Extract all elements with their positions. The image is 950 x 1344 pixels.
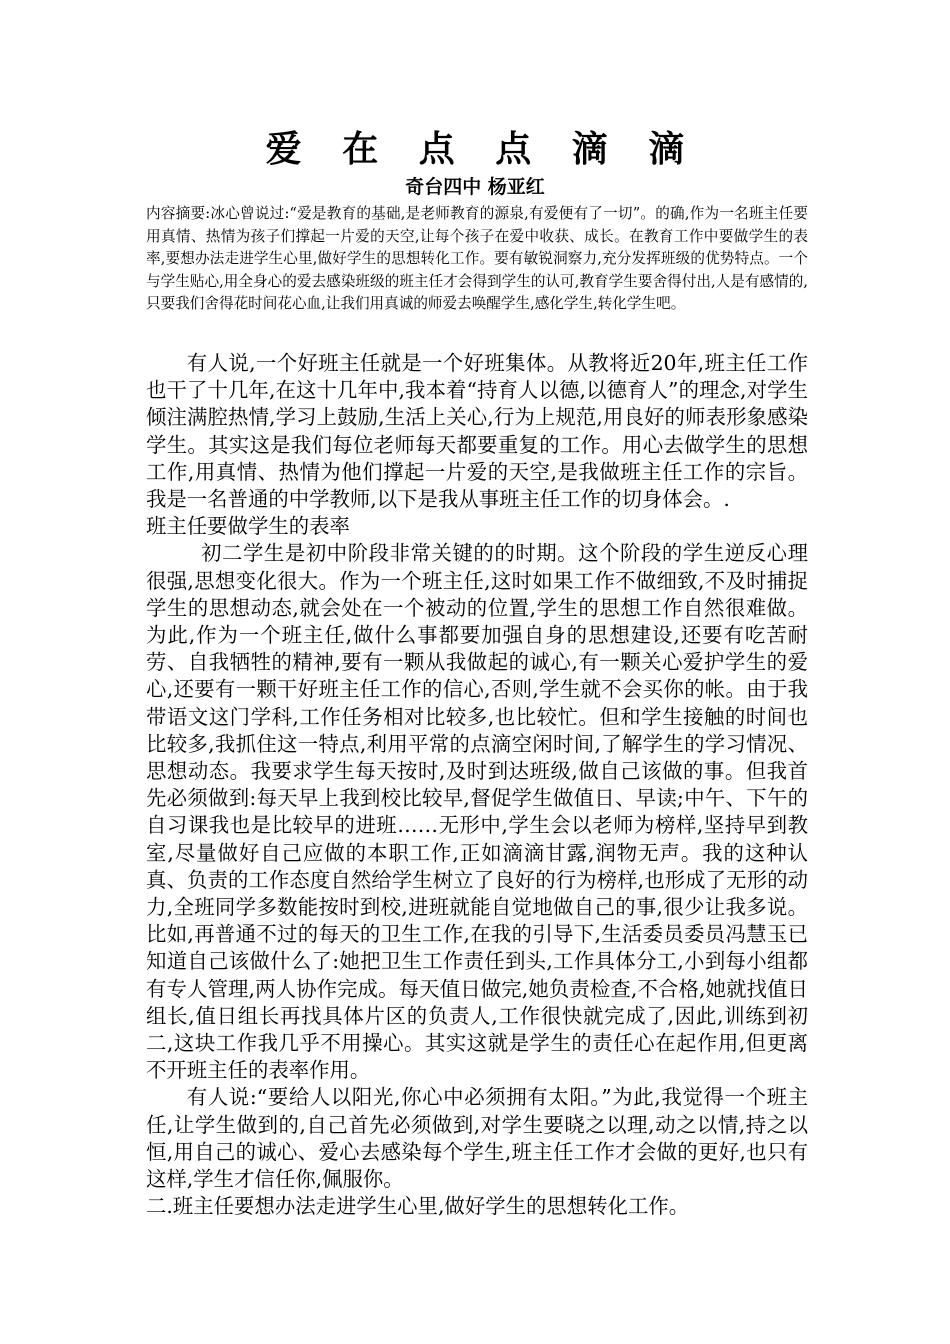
section-1-paragraph-2: 有人说:“要给人以阳光,你心中必须拥有太阳。”为此,我觉得一个班主任,让学生做到的,自己首先必须做到,对学生要晓之以理,动之以情,持之以恒,用自己的诚心、爱心去感染每个学生,班主任工作才会做的更好,也只有这样,学生才信任你,佩服你。 — [146, 1085, 808, 1192]
section-heading-1: 班主任要做学生的表率 — [146, 514, 350, 539]
section-heading-2: 二.班主任要想办法走进学生心里,做好学生的思想转化工作。 — [146, 1194, 690, 1219]
intro-paragraph: 有人说,一个好班主任就是一个好班集体。从教将近20年,班主任工作也干了十几年,在这十几年中,我本着“持育人以德,以德育人”的理念,对学生倾注满腔热情,学习上鼓励,生活上关心,行为上规范,用良好的师表形象感染学生。其实这是我们每位老师每天都要重复的工作。用心去做学生的思想工作,用真情、热情为他们撑起一片爱的天空,是我做班主任工作的宗旨。我是一名普通的中学教师,以下是我从事班主任工作的切身体会。. — [146, 351, 808, 512]
abstract-paragraph: 内容摘要:冰心曾说过:“爱是教育的基础,是老师教育的源泉,有爱便有了一切”。的确,作为一名班主任要用真情、热情为孩子们撑起一片爱的天空,让每个孩子在爱中收获、成长。在教育工作中要做学生的表率,要想办法走进学生心里,做好学生的思想转化工作。要有敏锐洞察力,充分发挥班级的优势特点。一个与学生贴心,用全身心的爱去感染班级的班主任才会得到学生的认可,教育学生要舍得付出,人是有感情的,只要我们舍得花时间花心血,让我们用真诚的师爱去唤醒学生,感化学生,转化学生吧。 — [146, 205, 808, 313]
author-byline: 奇台四中 杨亚红 — [405, 176, 545, 198]
article-body — [146, 350, 808, 1221]
document-title: 爱 在 点 点 滴 滴 — [265, 129, 699, 170]
section-1-paragraph: 初二学生是初中阶段非常关键的的时期。这个阶段的学生逆反心理很强,思想变化很大。作为一个班主任,这时如果工作不做细致,不及时捕捉学生的思想动态,就会处在一个被动的位置,学生的思想工作自然很难做。为此,作为一个班主任,做什么事都要加强自身的思想建设,还要有吃苦耐劳、自我牺牲的精神,要有一颗从我做起的诚心,有一颗关心爱护学生的爱心,还要有一颗干好班主任工作的信心,否则,学生就不会买你的帐。由于我带语文这门学科,工作任务相对比较多,也比较忙。但和学生接触的时间也比较多,我抓住这一特点,利用平常的点滴空闲时间,了解学生的学习情况、思想动态。我要求学生每天按时,及时到达班级,做自己该做的事。但我首先必须做到:每天早上我到校比较早,督促学生做值日、早读;中午、下午的自习课我也是比较早的进班……无形中,学生会以老师为榜样,坚持早到教室,尽量做好自己应做的本职工作,正如滴滴甘露,润物无声。我的这种认真、负责的工作态度自然给学生树立了良好的行为榜样,也形成了无形的动力,全班同学多数能按时到校,进班就能自觉地做自己的事,很少让我多说。比如,再普通不过的每天的卫生工作,在我的引导下,生活委员委员冯慧玉已知道自己该做什么了:她把卫生工作责任到头,工作具体分工,小到每小组都有专人管理,两人协作完成。每天值日做完,她负责检查,不合格,她就找值日组长,值日组长再找具体片区的负责人,工作很快就完成了,因此,训练到初二,这块工作我几乎不用操心。其实这就是学生的责任心在起作用,但更离不开班主任的表率作用。 — [146, 541, 808, 1083]
